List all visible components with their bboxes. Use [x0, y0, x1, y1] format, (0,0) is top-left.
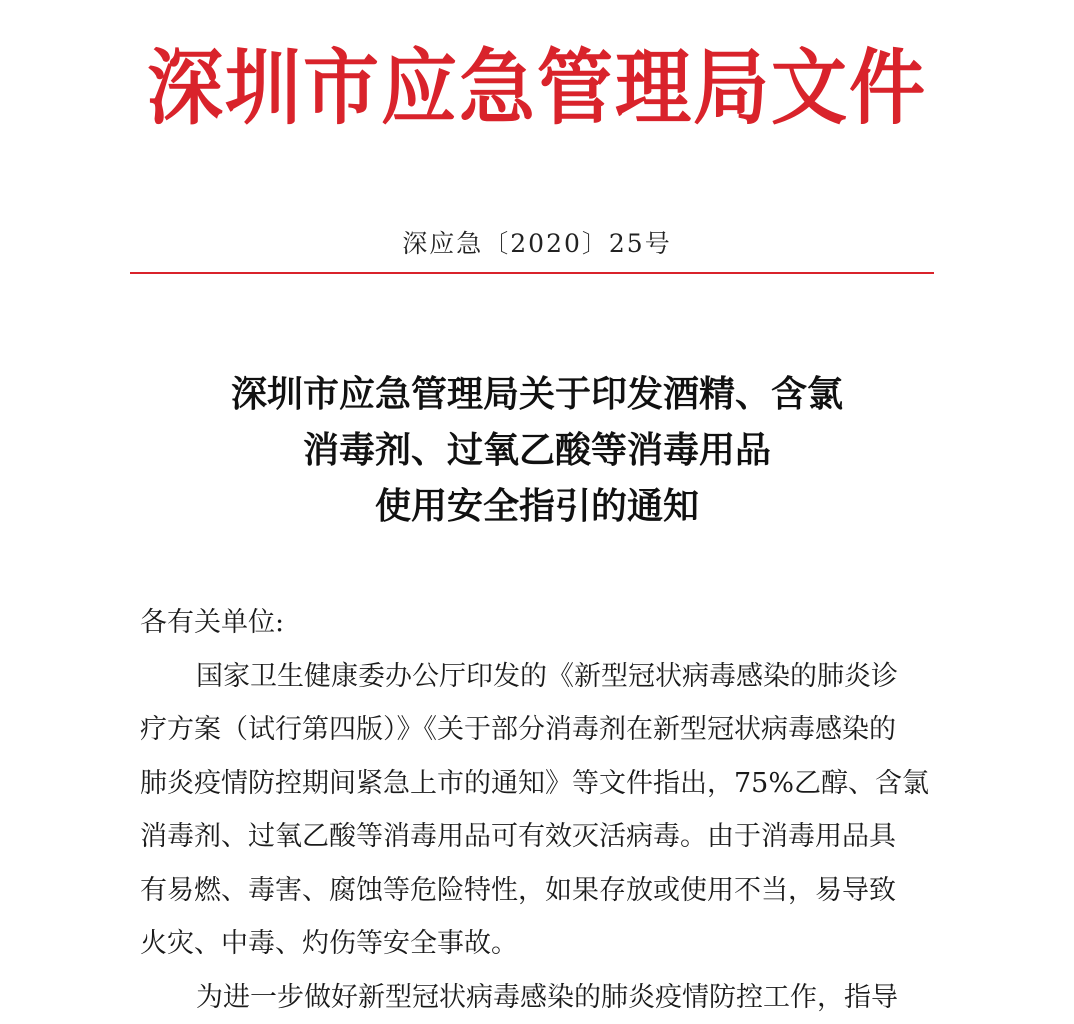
- notice-body: [140, 596, 940, 1024]
- paragraph-1-line-2: 疗方案（试行第四版）》《关于部分消毒剂在新型冠状病毒感染的: [140, 703, 940, 757]
- paragraph-2-line-1: 为进一步做好新型冠状病毒感染的肺炎疫情防控工作，指导: [140, 971, 940, 1024]
- salutation: 各有关单位:: [140, 596, 940, 650]
- agency-header-title: 深圳市应急管理局文件: [0, 34, 1074, 142]
- notice-title: [0, 366, 1074, 534]
- paragraph-1-line-3: 肺炎疫情防控期间紧急上市的通知》等文件指出，75%乙醇、含氯: [140, 757, 940, 811]
- notice-title-line-2: 消毒剂、过氧乙酸等消毒用品: [0, 422, 1074, 478]
- paragraph-1-line-4: 消毒剂、过氧乙酸等消毒用品可有效灭活病毒。由于消毒用品具: [140, 810, 940, 864]
- paragraph-1-line-5: 有易燃、毒害、腐蚀等危险特性，如果存放或使用不当，易导致: [140, 864, 940, 918]
- paragraph-1-line-6: 火灾、中毒、灼伤等安全事故。: [140, 917, 940, 971]
- document-number: 深应急〔2020〕25号: [0, 226, 1074, 262]
- notice-title-line-1: 深圳市应急管理局关于印发酒精、含氯: [0, 366, 1074, 422]
- paragraph-1-line-1: 国家卫生健康委办公厅印发的《新型冠状病毒感染的肺炎诊: [140, 650, 940, 704]
- notice-title-line-3: 使用安全指引的通知: [0, 478, 1074, 534]
- red-divider-line: [130, 272, 934, 274]
